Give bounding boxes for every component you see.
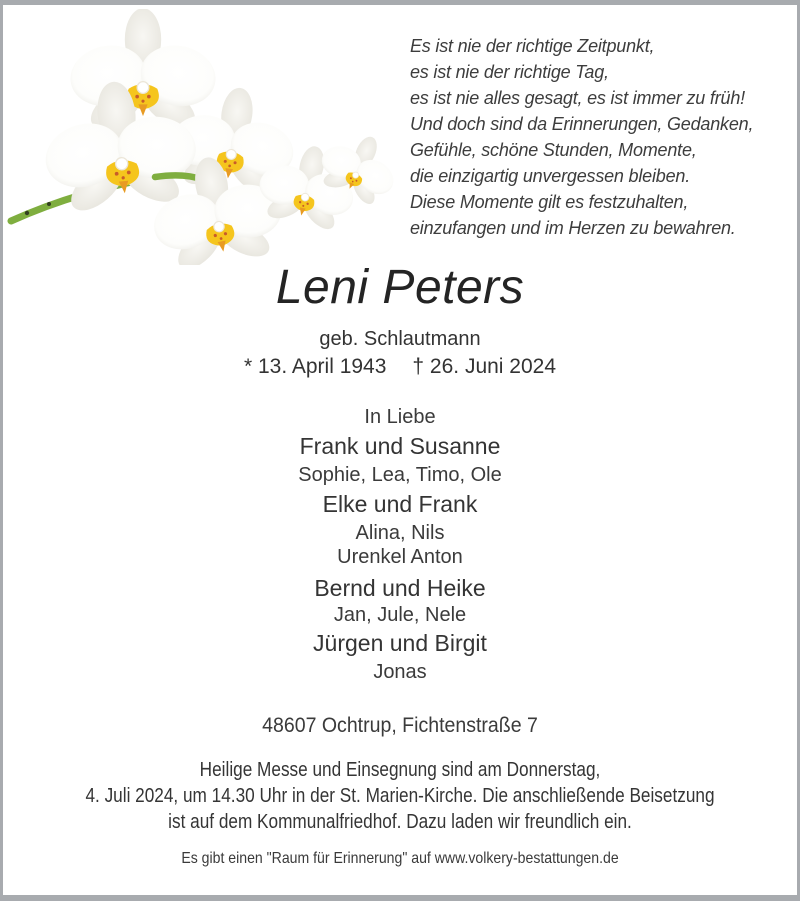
maiden-name: geb. Schlautmann <box>319 328 481 350</box>
funeral-announcement-line: 4. Juli 2024, um 14.30 Uhr in der St. Marien-Kirche. Die anschließende Beisetzung <box>85 785 715 807</box>
deceased-name: Leni Peters <box>275 261 525 314</box>
poem-line: die einzigartig unvergessen bleiben. <box>410 166 690 186</box>
poem-line: Und doch sind da Erinnerungen, Gedanken, <box>410 114 754 134</box>
death-date: † 26. Juni 2024 <box>412 355 557 378</box>
funeral-announcement-line: ist auf dem Kommunalfriedhof. Dazu laden wir freundlich ein. <box>168 811 632 833</box>
mourner-couple: Elke und Frank <box>322 491 478 517</box>
memorial-poem <box>410 33 753 241</box>
orchid-photo <box>5 9 395 265</box>
mourner-couple: Jürgen und Birgit <box>313 630 487 656</box>
poem-line: einzufangen und im Herzen zu bewahren. <box>410 218 736 238</box>
address-line: 48607 Ochtrup, Fichtenstraße 7 <box>262 714 538 737</box>
in-liebe-label: In Liebe <box>364 406 436 428</box>
mourner-couple: Frank und Susanne <box>299 433 501 459</box>
mourner-children: Sophie, Lea, Timo, Ole <box>298 464 502 486</box>
memorial-room-note: Es gibt einen "Raum für Erinnerung" auf www.volkery-bestattungen.de <box>181 850 619 867</box>
mourner-children: Urenkel Anton <box>337 546 463 568</box>
mourner-children: Jonas <box>373 661 427 683</box>
birth-date: * 13. April 1943 <box>243 355 387 378</box>
mourner-couple: Bernd und Heike <box>314 575 486 601</box>
poem-line: Gefühle, schöne Stunden, Momente, <box>410 140 697 160</box>
mourner-children: Jan, Jule, Nele <box>333 604 467 626</box>
poem-line: es ist nie der richtige Tag, <box>410 62 609 82</box>
mourner-children: Alina, Nils <box>355 522 445 544</box>
poem-line: es ist nie alles gesagt, es ist immer zu früh! <box>410 88 745 108</box>
life-dates <box>3 354 797 379</box>
poem-line: Es ist nie der richtige Zeitpunkt, <box>410 36 655 56</box>
funeral-announcement-line: Heilige Messe und Einsegnung sind am Donnerstag, <box>199 759 601 781</box>
poem-line: Diese Momente gilt es festzuhalten, <box>410 192 689 212</box>
